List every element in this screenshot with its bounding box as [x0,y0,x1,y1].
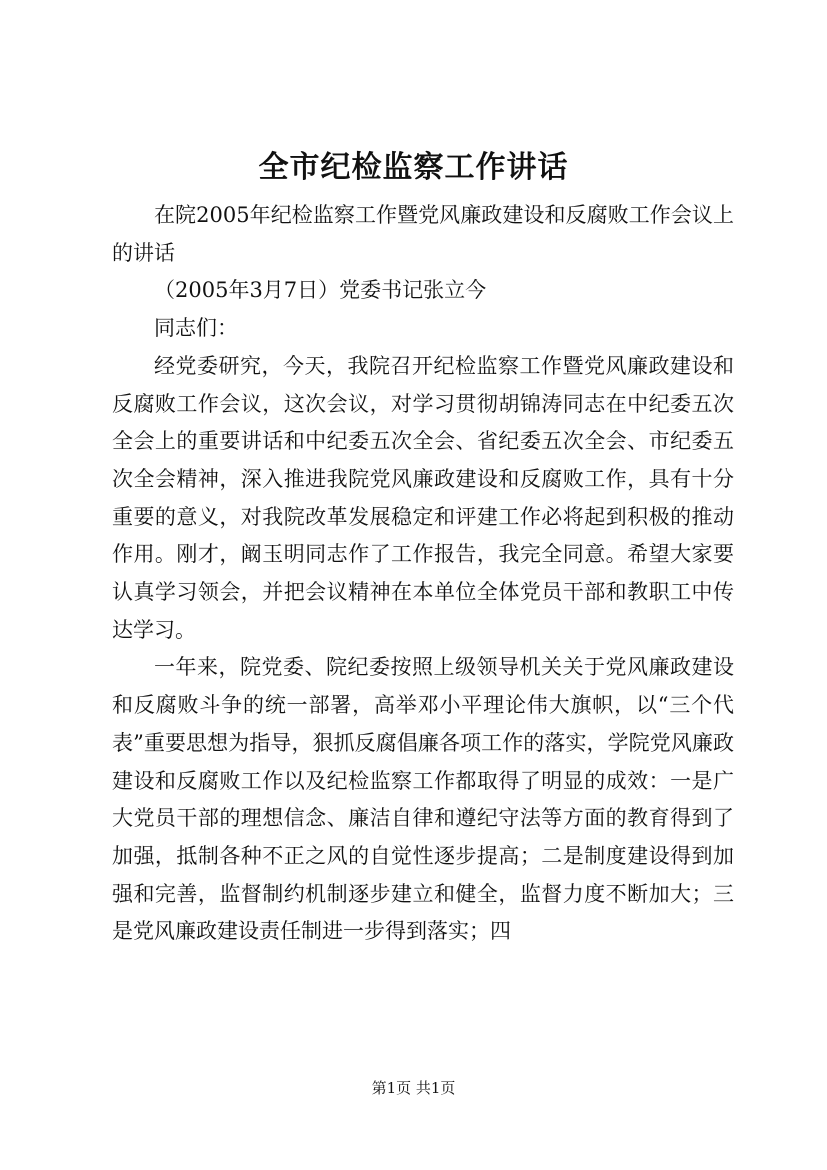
paragraph-body-2: 一年来，院党委、院纪委按照上级领导机关关于党风廉政建设和反腐败斗争的统一部署，高举邓小平理论伟大旗帜，以“三个代表”重要思想为指导，狠抓反腐倡廉各项工作的落实，学院党风廉政建设和反腐败工作以及纪检监察工作都取得了明显的成效：一是广大党员干部的理想信念、廉洁自律和遵纪守法等方面的教育得到了加强，抵制各种不正之风的自觉性逐步提高；二是制度建设得到加强和完善，监督制约机制逐步建立和健全，监督力度不断加大；三是党风廉政建设责任制进一步得到落实；四 [112,655,734,944]
page-footer: 第1页 共1页 [371,1079,456,1097]
document-body [112,197,734,951]
paragraph-date-author: （2005年3月7日）党委书记张立今 [154,278,487,303]
paragraph-salutation: 同志们： [154,316,238,341]
paragraph-body-1: 经党委研究，今天，我院召开纪检监察工作暨党风廉政建设和反腐败工作会议，这次会议，对学习贯彻胡锦涛同志在中纪委五次全会上的重要讲话和中纪委五次全会、省纪委五次全会、市纪委五次全会精神，深入推进我院党风廉政建设和反腐败工作，具有十分重要的意义，对我院改革发展稳定和评建工作必将起到积极的推动作用。刚才，阚玉明同志作了工作报告，我完全同意。希望大家要认真学习领会，并把会议精神在本单位全体党员干部和教职工中传达学习。 [112,353,734,642]
page-title: 全市纪检监察工作讲话 [258,150,569,185]
paragraph-subtitle: 在院2005年纪检监察工作暨党风廉政建设和反腐败工作会议上的讲话 [112,203,734,265]
